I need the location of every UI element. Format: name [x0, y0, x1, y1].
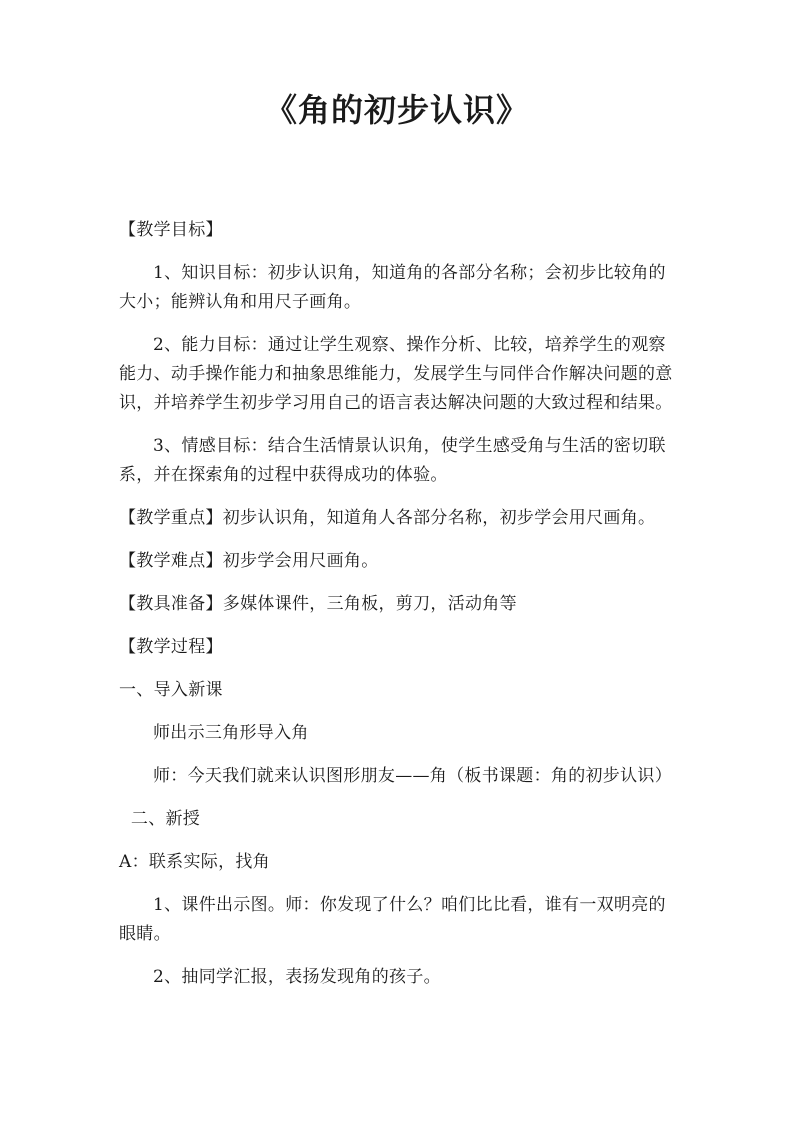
part-1-line-1: 师出示三角形导入角 — [153, 723, 309, 743]
part-1-line-2: 师：今天我们就来认识图形朋友——角（板书课题：角的初步认识） — [153, 766, 672, 786]
part-2-a-item-2: 2、抽同学汇报，表扬发现角的孩子。 — [153, 967, 441, 987]
difficulty-paragraph: 【教学难点】初步学会用尺画角。 — [119, 551, 379, 571]
materials-paragraph: 【教具准备】多媒体课件，三角板，剪刀，活动角等 — [119, 594, 517, 614]
key-point-paragraph: 【教学重点】初步认识角，知道角人各部分名称，初步学会用尺画角。 — [119, 508, 656, 528]
part-2-a-heading: A：联系实际，找角 — [119, 852, 270, 872]
part-1-heading: 一、导入新课 — [119, 680, 223, 700]
objective-2: 2、能力目标：通过让学生观察、操作分析、比较，培养学生的观察能力、动手操作能力和抽象思维能力，发展学生与同伴合作解决问题的意识，并培养学生初步学习用自己的语言表达解决问题的大致过程和结果。 — [119, 335, 673, 413]
objectives-heading: 【教学目标】 — [119, 220, 223, 240]
document-title: 《角的初步认识》 — [264, 91, 529, 129]
document-body — [119, 216, 679, 1006]
part-2-heading: 二、新授 — [130, 809, 201, 829]
objective-1: 1、知识目标：初步认识角，知道角的各部分名称；会初步比较角的大小；能辨认角和用尺子画角。 — [119, 263, 666, 312]
objective-3: 3、情感目标：结合生活情景认识角，使学生感受角与生活的密切联系，并在探索角的过程中获得成功的体验。 — [119, 436, 666, 485]
part-2-a-item-1: 1、课件出示图。师：你发现了什么？咱们比比看，谁有一双明亮的眼睛。 — [119, 895, 666, 944]
process-heading: 【教学过程】 — [119, 637, 223, 657]
